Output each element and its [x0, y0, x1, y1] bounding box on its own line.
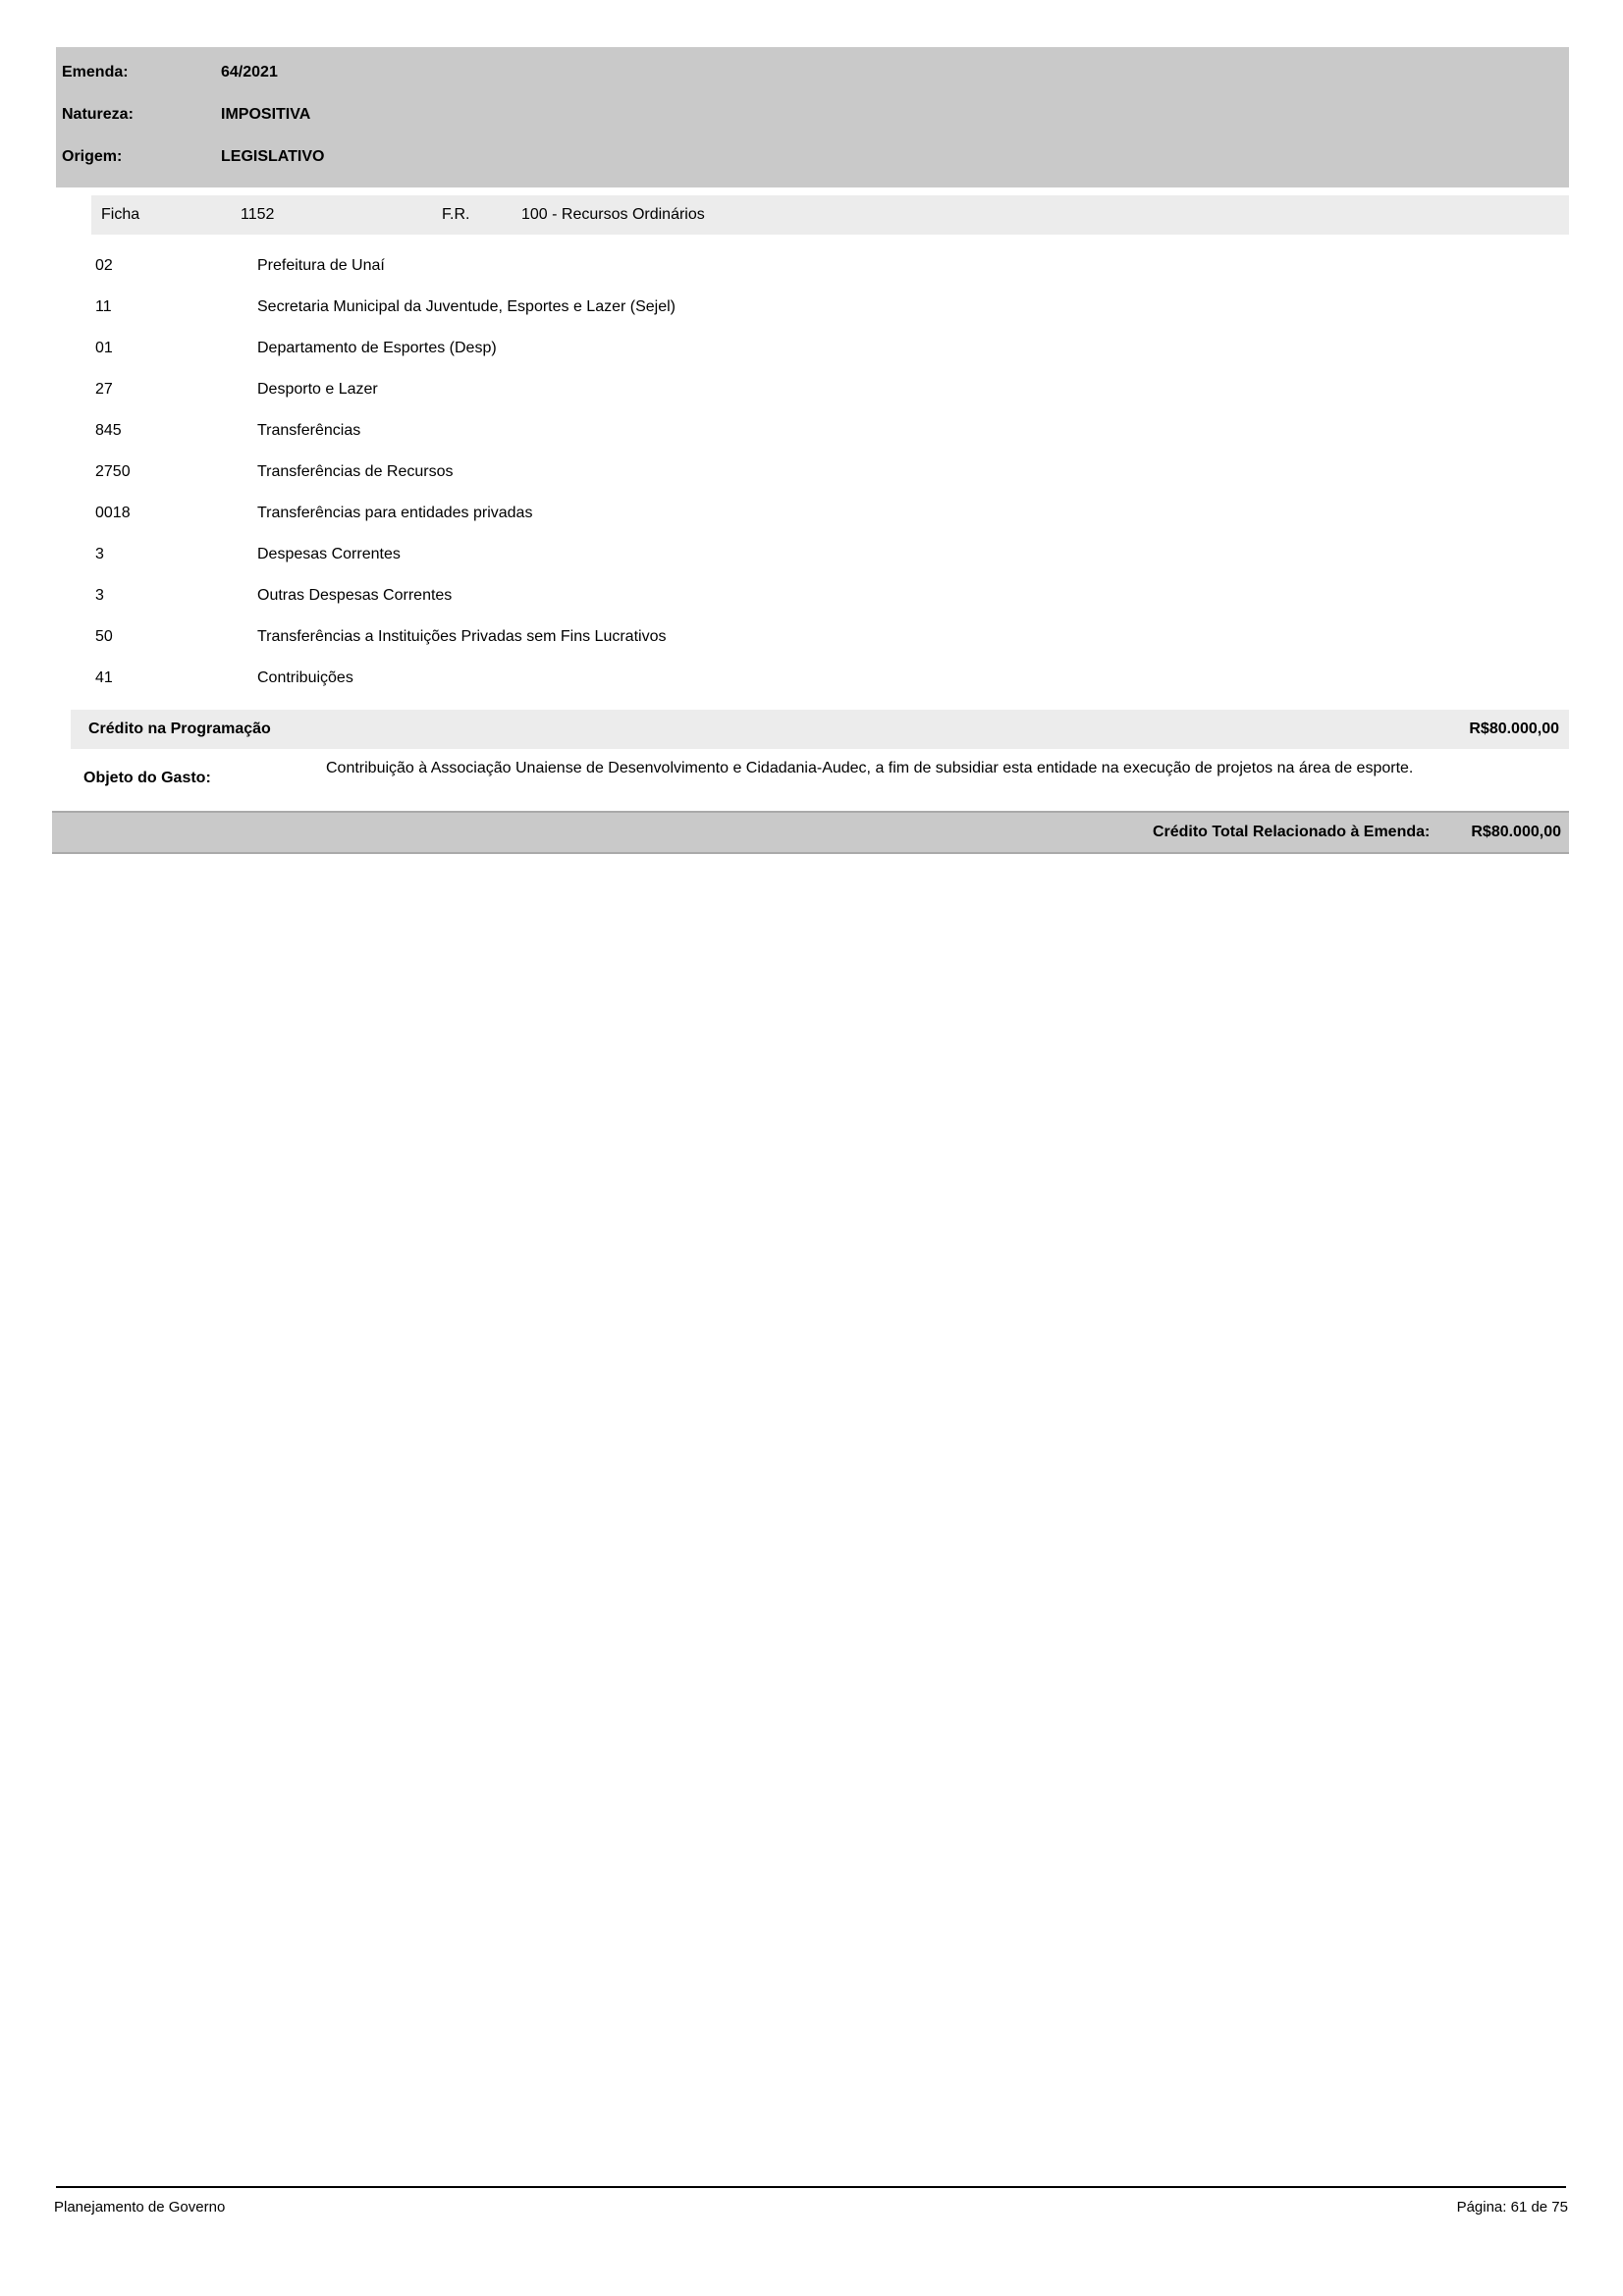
row-description: Transferências: [257, 422, 361, 439]
row-code: 0018: [95, 505, 131, 521]
row-description: Transferências a Instituições Privadas sem Fins Lucrativos: [257, 628, 667, 645]
footer-divider: [56, 2186, 1566, 2188]
table-row: [95, 410, 1569, 452]
header-row-origem: [62, 148, 847, 170]
ficha-row: [91, 195, 1569, 235]
row-code: 41: [95, 669, 113, 686]
row-code: 27: [95, 381, 113, 398]
row-code: 2750: [95, 463, 131, 480]
origem-label: Origem:: [62, 148, 123, 165]
credito-total-band: [52, 811, 1569, 854]
header-row-emenda: [62, 64, 847, 85]
row-code: 11: [95, 298, 112, 315]
credito-programacao-band: [71, 710, 1569, 749]
fr-label: F.R.: [442, 206, 470, 223]
row-description: Prefeitura de Unaí: [257, 257, 385, 274]
credito-total-amount: R$80.000,00: [1471, 824, 1561, 840]
table-row: [95, 658, 1569, 699]
row-description: Transferências de Recursos: [257, 463, 454, 480]
row-code: 50: [95, 628, 113, 645]
table-row: [95, 534, 1569, 575]
row-code: 01: [95, 340, 113, 356]
natureza-label: Natureza:: [62, 106, 134, 123]
fr-value: 100 - Recursos Ordinários: [521, 206, 705, 223]
ficha-label: Ficha: [101, 206, 140, 223]
table-row: [95, 452, 1569, 493]
row-description: Departamento de Esportes (Desp): [257, 340, 497, 356]
credito-programacao-amount: R$80.000,00: [1469, 721, 1559, 737]
row-description: Desporto e Lazer: [257, 381, 378, 398]
table-row: [95, 328, 1569, 369]
table-row: [95, 616, 1569, 658]
table-row: [95, 245, 1569, 287]
objeto-gasto-text: Contribuição à Associação Unaiense de Desenvolvimento e Cidadania-Audec, a fim de subsidiar esta entidade na execução de projetos na área de esporte.: [326, 760, 1414, 776]
row-description: Secretaria Municipal da Juventude, Esportes e Lazer (Sejel): [257, 298, 676, 315]
footer-page-number: Página: 61 de 75: [1456, 2199, 1568, 2216]
classification-table: [95, 245, 1569, 699]
row-description: Despesas Correntes: [257, 546, 401, 562]
origem-value: LEGISLATIVO: [221, 148, 325, 165]
row-code: 845: [95, 422, 122, 439]
header-row-natureza: [62, 106, 847, 128]
emenda-header-block: [56, 47, 1569, 187]
table-row: [95, 287, 1569, 328]
table-row: [95, 369, 1569, 410]
credito-total-label: Crédito Total Relacionado à Emenda:: [1152, 824, 1431, 840]
row-code: 02: [95, 257, 113, 274]
row-description: Transferências para entidades privadas: [257, 505, 533, 521]
table-row: [95, 575, 1569, 616]
natureza-value: IMPOSITIVA: [221, 106, 311, 123]
row-code: 3: [95, 587, 104, 604]
table-row: [95, 493, 1569, 534]
emenda-value: 64/2021: [221, 64, 278, 80]
row-description: Contribuições: [257, 669, 353, 686]
row-description: Outras Despesas Correntes: [257, 587, 453, 604]
emenda-label: Emenda:: [62, 64, 129, 80]
objeto-gasto-label: Objeto do Gasto:: [83, 770, 211, 786]
row-code: 3: [95, 546, 104, 562]
footer-report-title: Planejamento de Governo: [54, 2199, 226, 2216]
credito-programacao-label: Crédito na Programação: [88, 721, 271, 737]
ficha-number: 1152: [241, 206, 275, 223]
